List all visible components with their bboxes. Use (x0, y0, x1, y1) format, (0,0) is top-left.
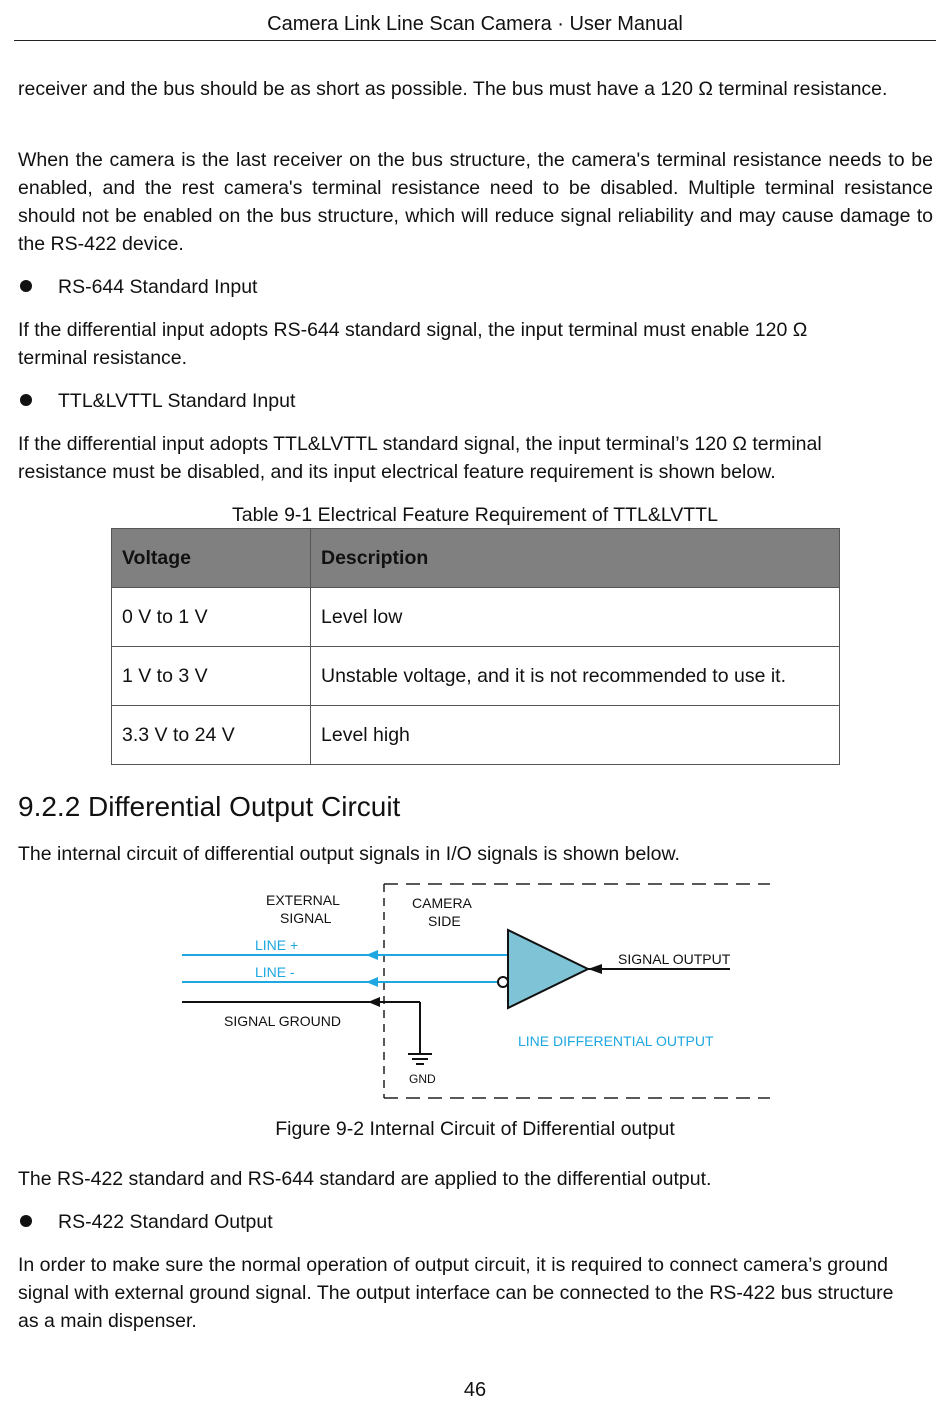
paragraph-terminal-resistance: When the camera is the last receiver on the bus structure, the camera's terminal resistance needs to be enabled, and the rest camera's terminal resistance need to be disabled. Multiple terminal resistance should not be enabled on the bus structure, which will reduce signal reliability and may cause damage to the RS-422 device. (18, 149, 933, 255)
differential-output-circuit-diagram (170, 878, 780, 1106)
bullet-rs422-output (18, 1208, 918, 1236)
bullet-label: TTL&LVTTL Standard Input (58, 390, 296, 412)
bullet-dot-icon (20, 1215, 32, 1227)
paragraph-output-ground: In order to make sure the normal operation of output circuit, it is required to connect camera’s ground signal with external ground signal. The output interface can be connected to the RS-422 bus structure as a main dispenser. (18, 1254, 894, 1332)
camera-side-label-2: SIDE (428, 913, 461, 929)
document-title: Camera Link Line Scan Camera · User Manual (267, 13, 683, 35)
line-minus-arrow-icon (366, 977, 378, 987)
table-cell-description: Level low (311, 588, 840, 647)
line-plus-arrow-icon (366, 950, 378, 960)
signal-ground-label: SIGNAL GROUND (224, 1013, 341, 1029)
signal-output-label: SIGNAL OUTPUT (618, 951, 731, 967)
inverting-bubble-icon (498, 977, 508, 987)
line-minus-label: LINE - (255, 964, 295, 980)
external-signal-label-2: SIGNAL (280, 910, 332, 926)
bullet-ttl-input (18, 387, 918, 415)
bullet-label: RS-644 Standard Input (58, 276, 258, 298)
ground-arrow-icon (368, 997, 380, 1007)
electrical-feature-table (111, 528, 840, 765)
paragraph-standards: The RS-422 standard and RS-644 standard are applied to the differential output. (18, 1168, 712, 1190)
line-plus-label: LINE + (255, 937, 299, 953)
paragraph-bus-length: receiver and the bus should be as short as possible. The bus must have a 120 Ω terminal resistance. (18, 78, 888, 100)
differential-amplifier-icon (508, 930, 588, 1008)
table-cell-voltage: 1 V to 3 V (112, 647, 311, 706)
external-signal-label-1: EXTERNAL (266, 892, 340, 908)
table-cell-description: Unstable voltage, and it is not recommended to use it. (311, 647, 840, 706)
bullet-dot-icon (20, 394, 32, 406)
section-heading: 9.2.2 Differential Output Circuit (18, 791, 401, 822)
table-cell-description: Level high (311, 706, 840, 765)
bullet-rs644-input (18, 273, 918, 301)
paragraph-rs644: If the differential input adopts RS-644 standard signal, the input terminal must enable 120 Ω terminal resistance. (18, 319, 808, 369)
signal-output-arrow-icon (588, 964, 602, 974)
table-row (112, 647, 840, 706)
table-cell-voltage: 0 V to 1 V (112, 588, 311, 647)
table-row (112, 706, 840, 765)
bullet-label: RS-422 Standard Output (58, 1211, 273, 1233)
camera-side-label-1: CAMERA (412, 895, 472, 911)
table-header-voltage: Voltage (112, 529, 311, 588)
table-header-row (112, 529, 840, 588)
gnd-label: GND (409, 1072, 436, 1086)
paragraph-ttl: If the differential input adopts TTL&LVTTL standard signal, the input terminal’s 120 Ω terminal resistance must be disabled, and its input electrical feature requirement is shown below. (18, 433, 822, 483)
paragraph-internal-circuit: The internal circuit of differential output signals in I/O signals is shown below. (18, 843, 680, 865)
page-number: 46 (463, 1379, 487, 1401)
bullet-dot-icon (20, 280, 32, 292)
figure-caption: Figure 9-2 Internal Circuit of Differential output (275, 1118, 675, 1140)
line-differential-output-label: LINE DIFFERENTIAL OUTPUT (518, 1033, 714, 1049)
table-header-description: Description (311, 529, 840, 588)
page-header (14, 10, 936, 41)
table-row (112, 588, 840, 647)
table-caption: Table 9-1 Electrical Feature Requirement of TTL&LVTTL (232, 504, 718, 526)
table-cell-voltage: 3.3 V to 24 V (112, 706, 311, 765)
